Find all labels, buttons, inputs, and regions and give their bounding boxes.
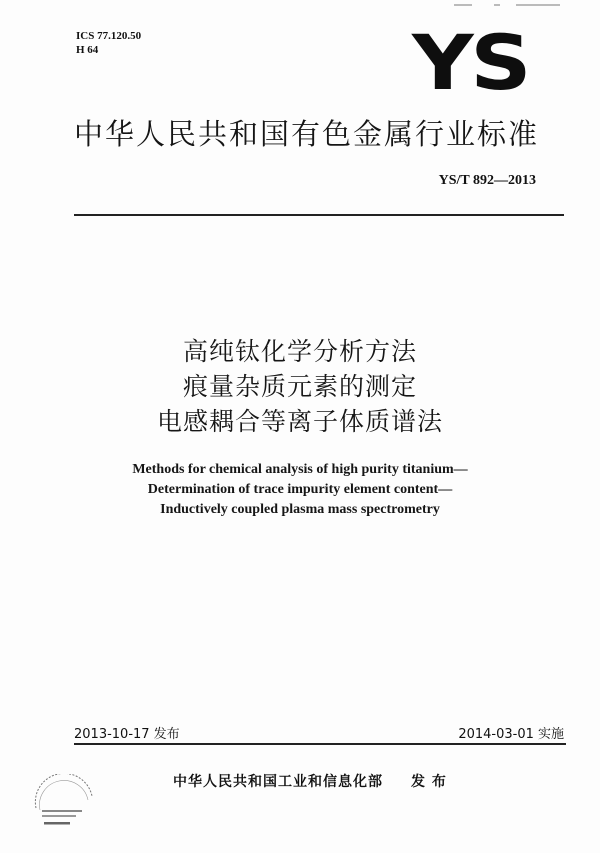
chinese-title-line-3: 电感耦合等离子体质谱法 bbox=[156, 407, 443, 436]
circular-stamp bbox=[28, 774, 100, 834]
issue-date: 2013-10-17 发布 bbox=[74, 727, 180, 742]
standard-number: YS/T 892—2013 bbox=[438, 173, 536, 188]
ys-logo: YS bbox=[412, 18, 529, 107]
ccs-code: H 64 bbox=[76, 44, 99, 56]
issuing-authority bbox=[173, 771, 447, 791]
organization-title: 中华人民共和国有色金属行业标准 bbox=[74, 117, 540, 151]
english-title-line-3: Inductively coupled plasma mass spectrometry bbox=[160, 502, 440, 517]
footer-divider bbox=[74, 743, 566, 745]
chinese-title bbox=[0, 334, 600, 439]
corner-scan-marks bbox=[454, 2, 564, 8]
issuer-name: 中华人民共和国工业和信息化部 bbox=[173, 774, 383, 790]
english-title bbox=[0, 460, 600, 520]
english-title-line-2: Determination of trace impurity element content— bbox=[147, 482, 453, 497]
english-title-line-1: Methods for chemical analysis of high purity titanium— bbox=[132, 462, 468, 477]
classification-codes bbox=[76, 29, 141, 57]
chinese-title-line-2: 痕量杂质元素的测定 bbox=[182, 372, 417, 401]
implementation-date: 2014-03-01 实施 bbox=[458, 727, 564, 742]
issuer-verb: 发 布 bbox=[411, 774, 447, 790]
chinese-title-line-1: 高纯钛化学分析方法 bbox=[182, 337, 417, 366]
header-divider bbox=[74, 214, 564, 216]
ics-code: ICS 77.120.50 bbox=[76, 30, 142, 42]
